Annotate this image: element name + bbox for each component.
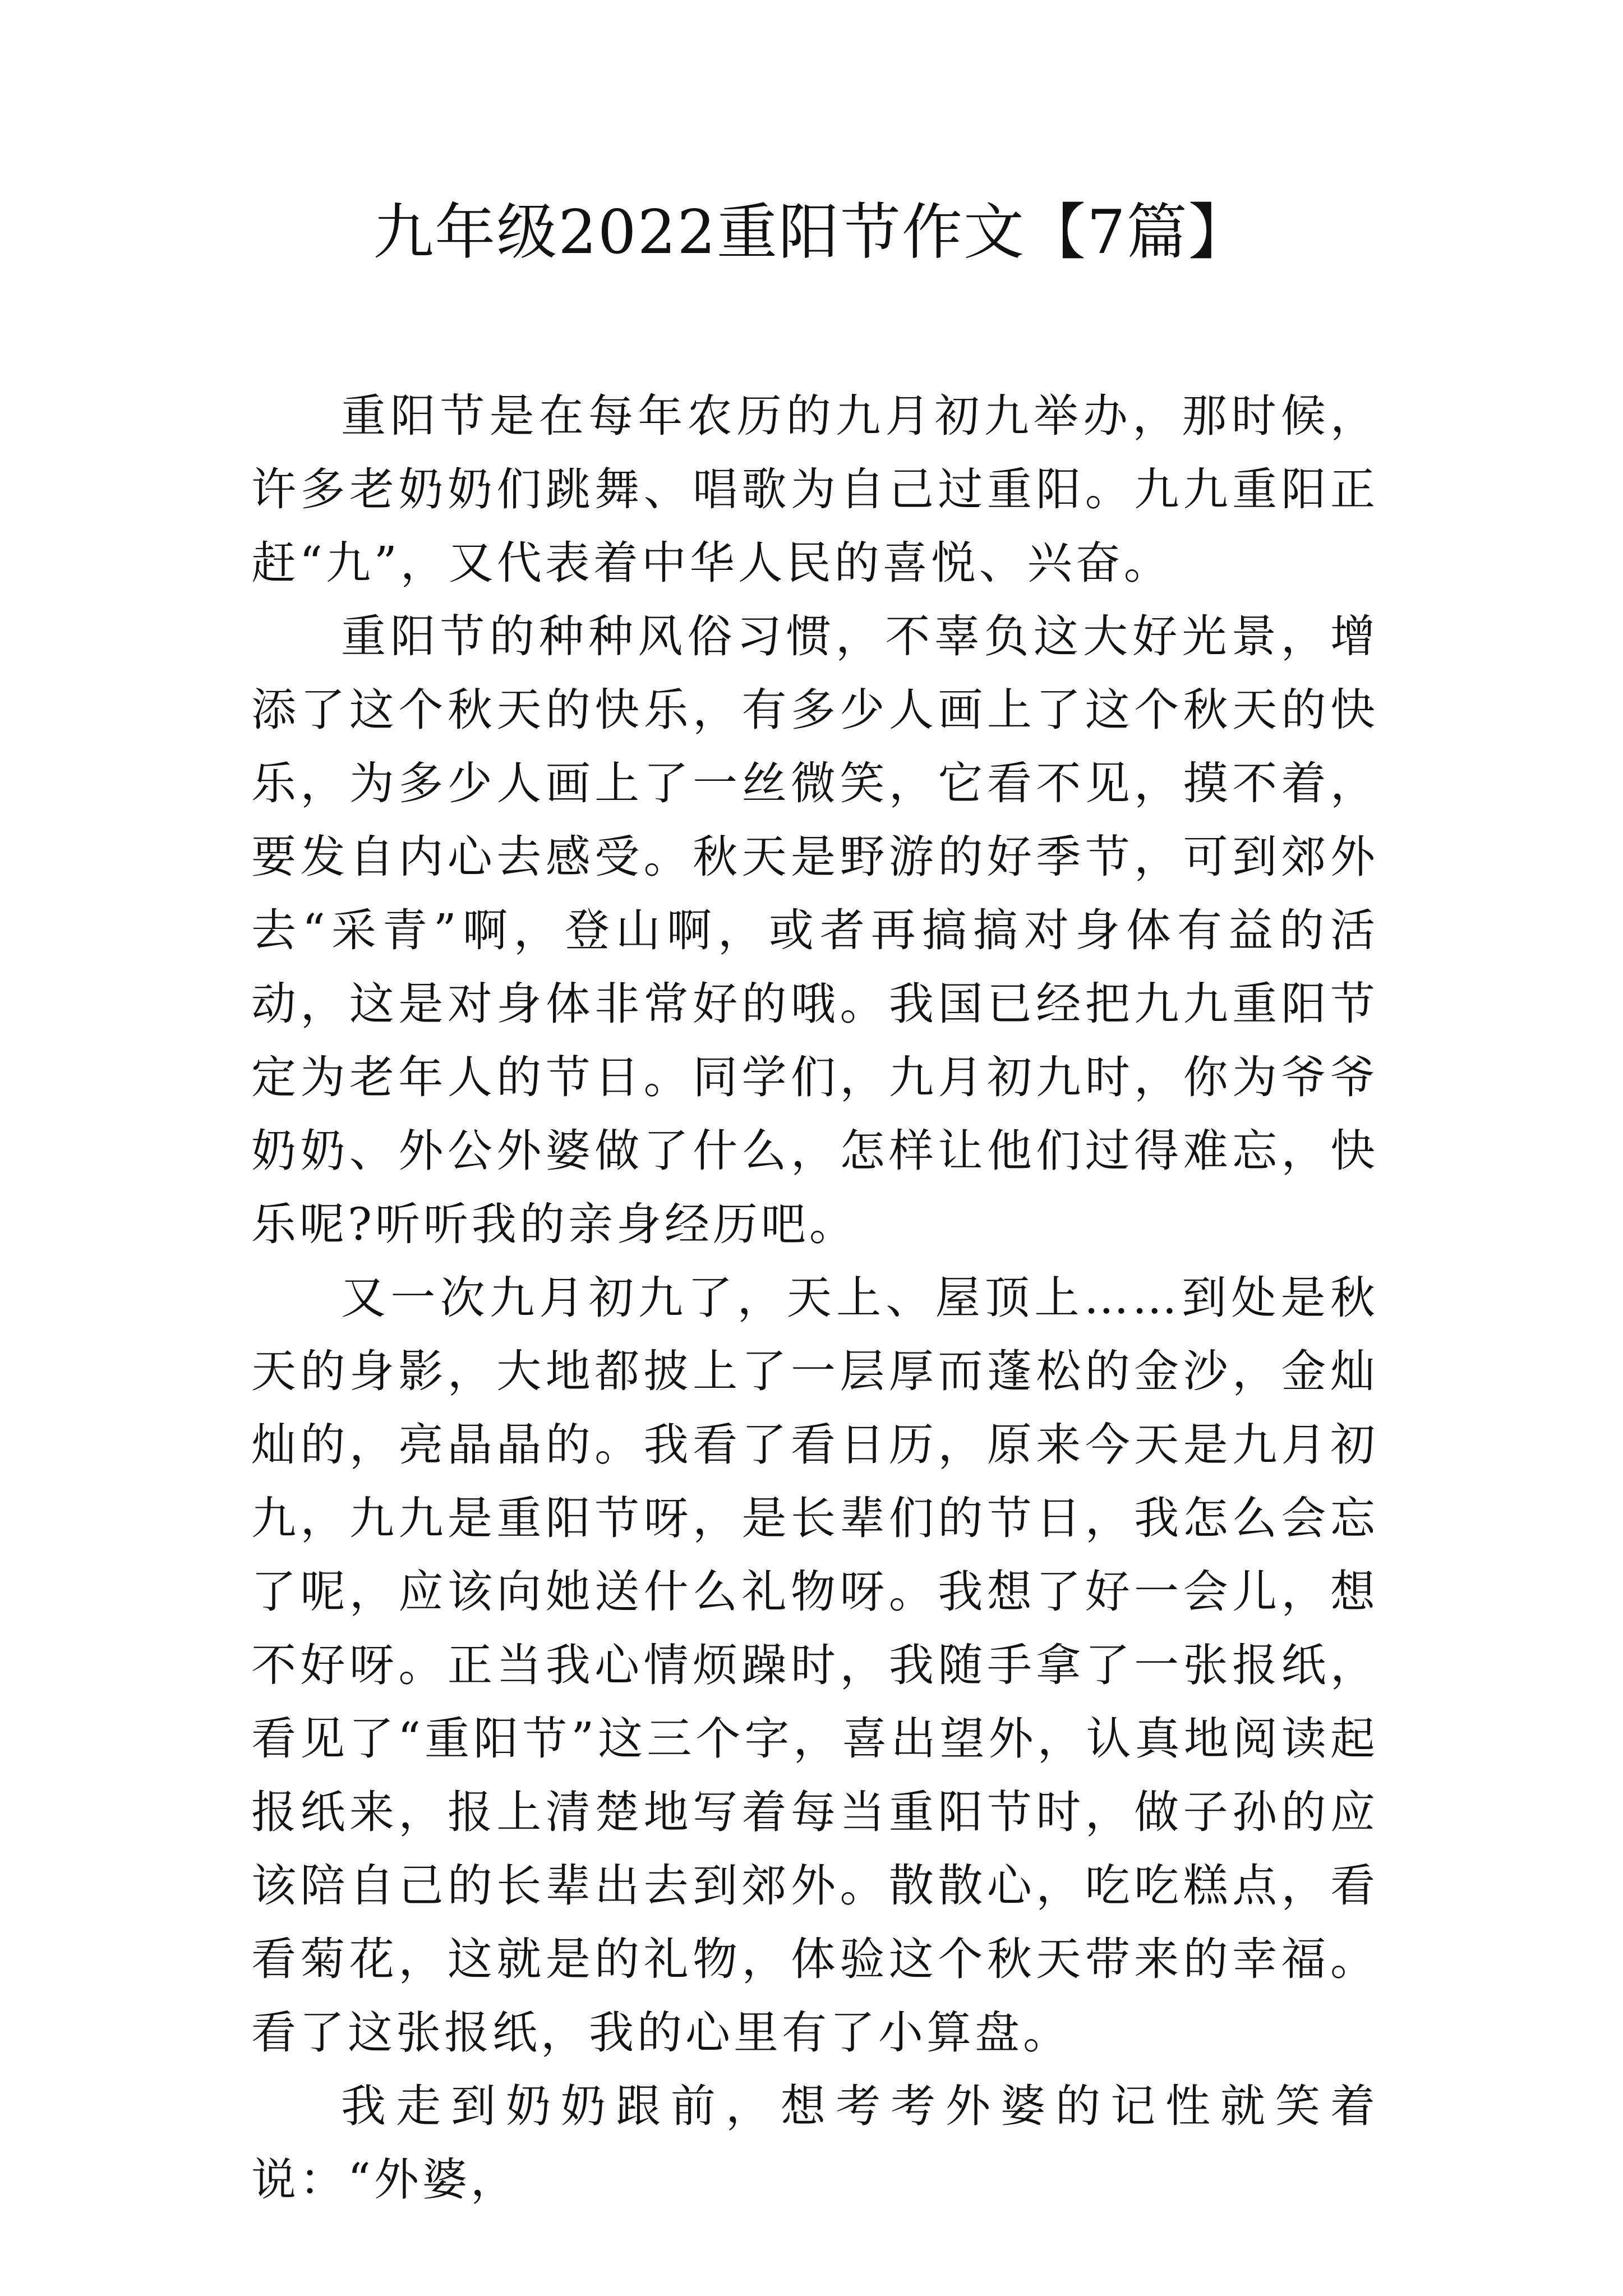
paragraph-2: 重阳节的种种风俗习惯，不辜负这大好光景，增添了这个秋天的快乐，有多少人画上了这个秋天的快乐，为多少人画上了一丝微笑，它看不见，摸不着，要发自内心去感受。秋天是野游的好季节，可到郊外去“采青”啊，登山啊，或者再搞搞对身体有益的活动，这是对身体非常好的哦。我国已经把九九重阳节定为老年人的节日。同学们，九月初九时，你为爷爷奶奶、外公外婆做了什么，怎样让他们过得难忘，快乐呢?听听我的亲身经历吧。 [251, 610, 1378, 1250]
paragraph-3: 又一次九月初九了，天上、屋顶上……到处是秋天的身影，大地都披上了一层厚而蓬松的金沙，金灿灿的，亮晶晶的。我看了看日历，原来今天是九月初九，九九是重阳节呀，是长辈们的节日，我怎么会忘了呢，应该向她送什么礼物呀。我想了好一会儿，想不好呀。正当我心情烦躁时，我随手拿了一张报纸，看见了“重阳节”这三个字，喜出望外，认真地阅读起报纸来，报上清楚地写着每当重阳节时，做子孙的应该陪自己的长辈出去到郊外。散散心，吃吃糕点，看看菊花，这就是的礼物，体验这个秋天带来的幸福。看了这张报纸，我的心里有了小算盘。 [251, 1272, 1378, 2059]
paragraph-4: 我走到奶奶跟前，想考考外婆的记性就笑着说：“外婆， [251, 2080, 1378, 2206]
paragraph-1: 重阳节是在每年农历的九月初九举办，那时候，许多老奶奶们跳舞、唱歌为自己过重阳。九九重阳正赶“九”，又代表着中华人民的喜悦、兴奋。 [251, 390, 1378, 589]
document-body [251, 379, 1378, 2216]
document-title: 九年级2022重阳节作文【7篇】 [373, 197, 1250, 268]
